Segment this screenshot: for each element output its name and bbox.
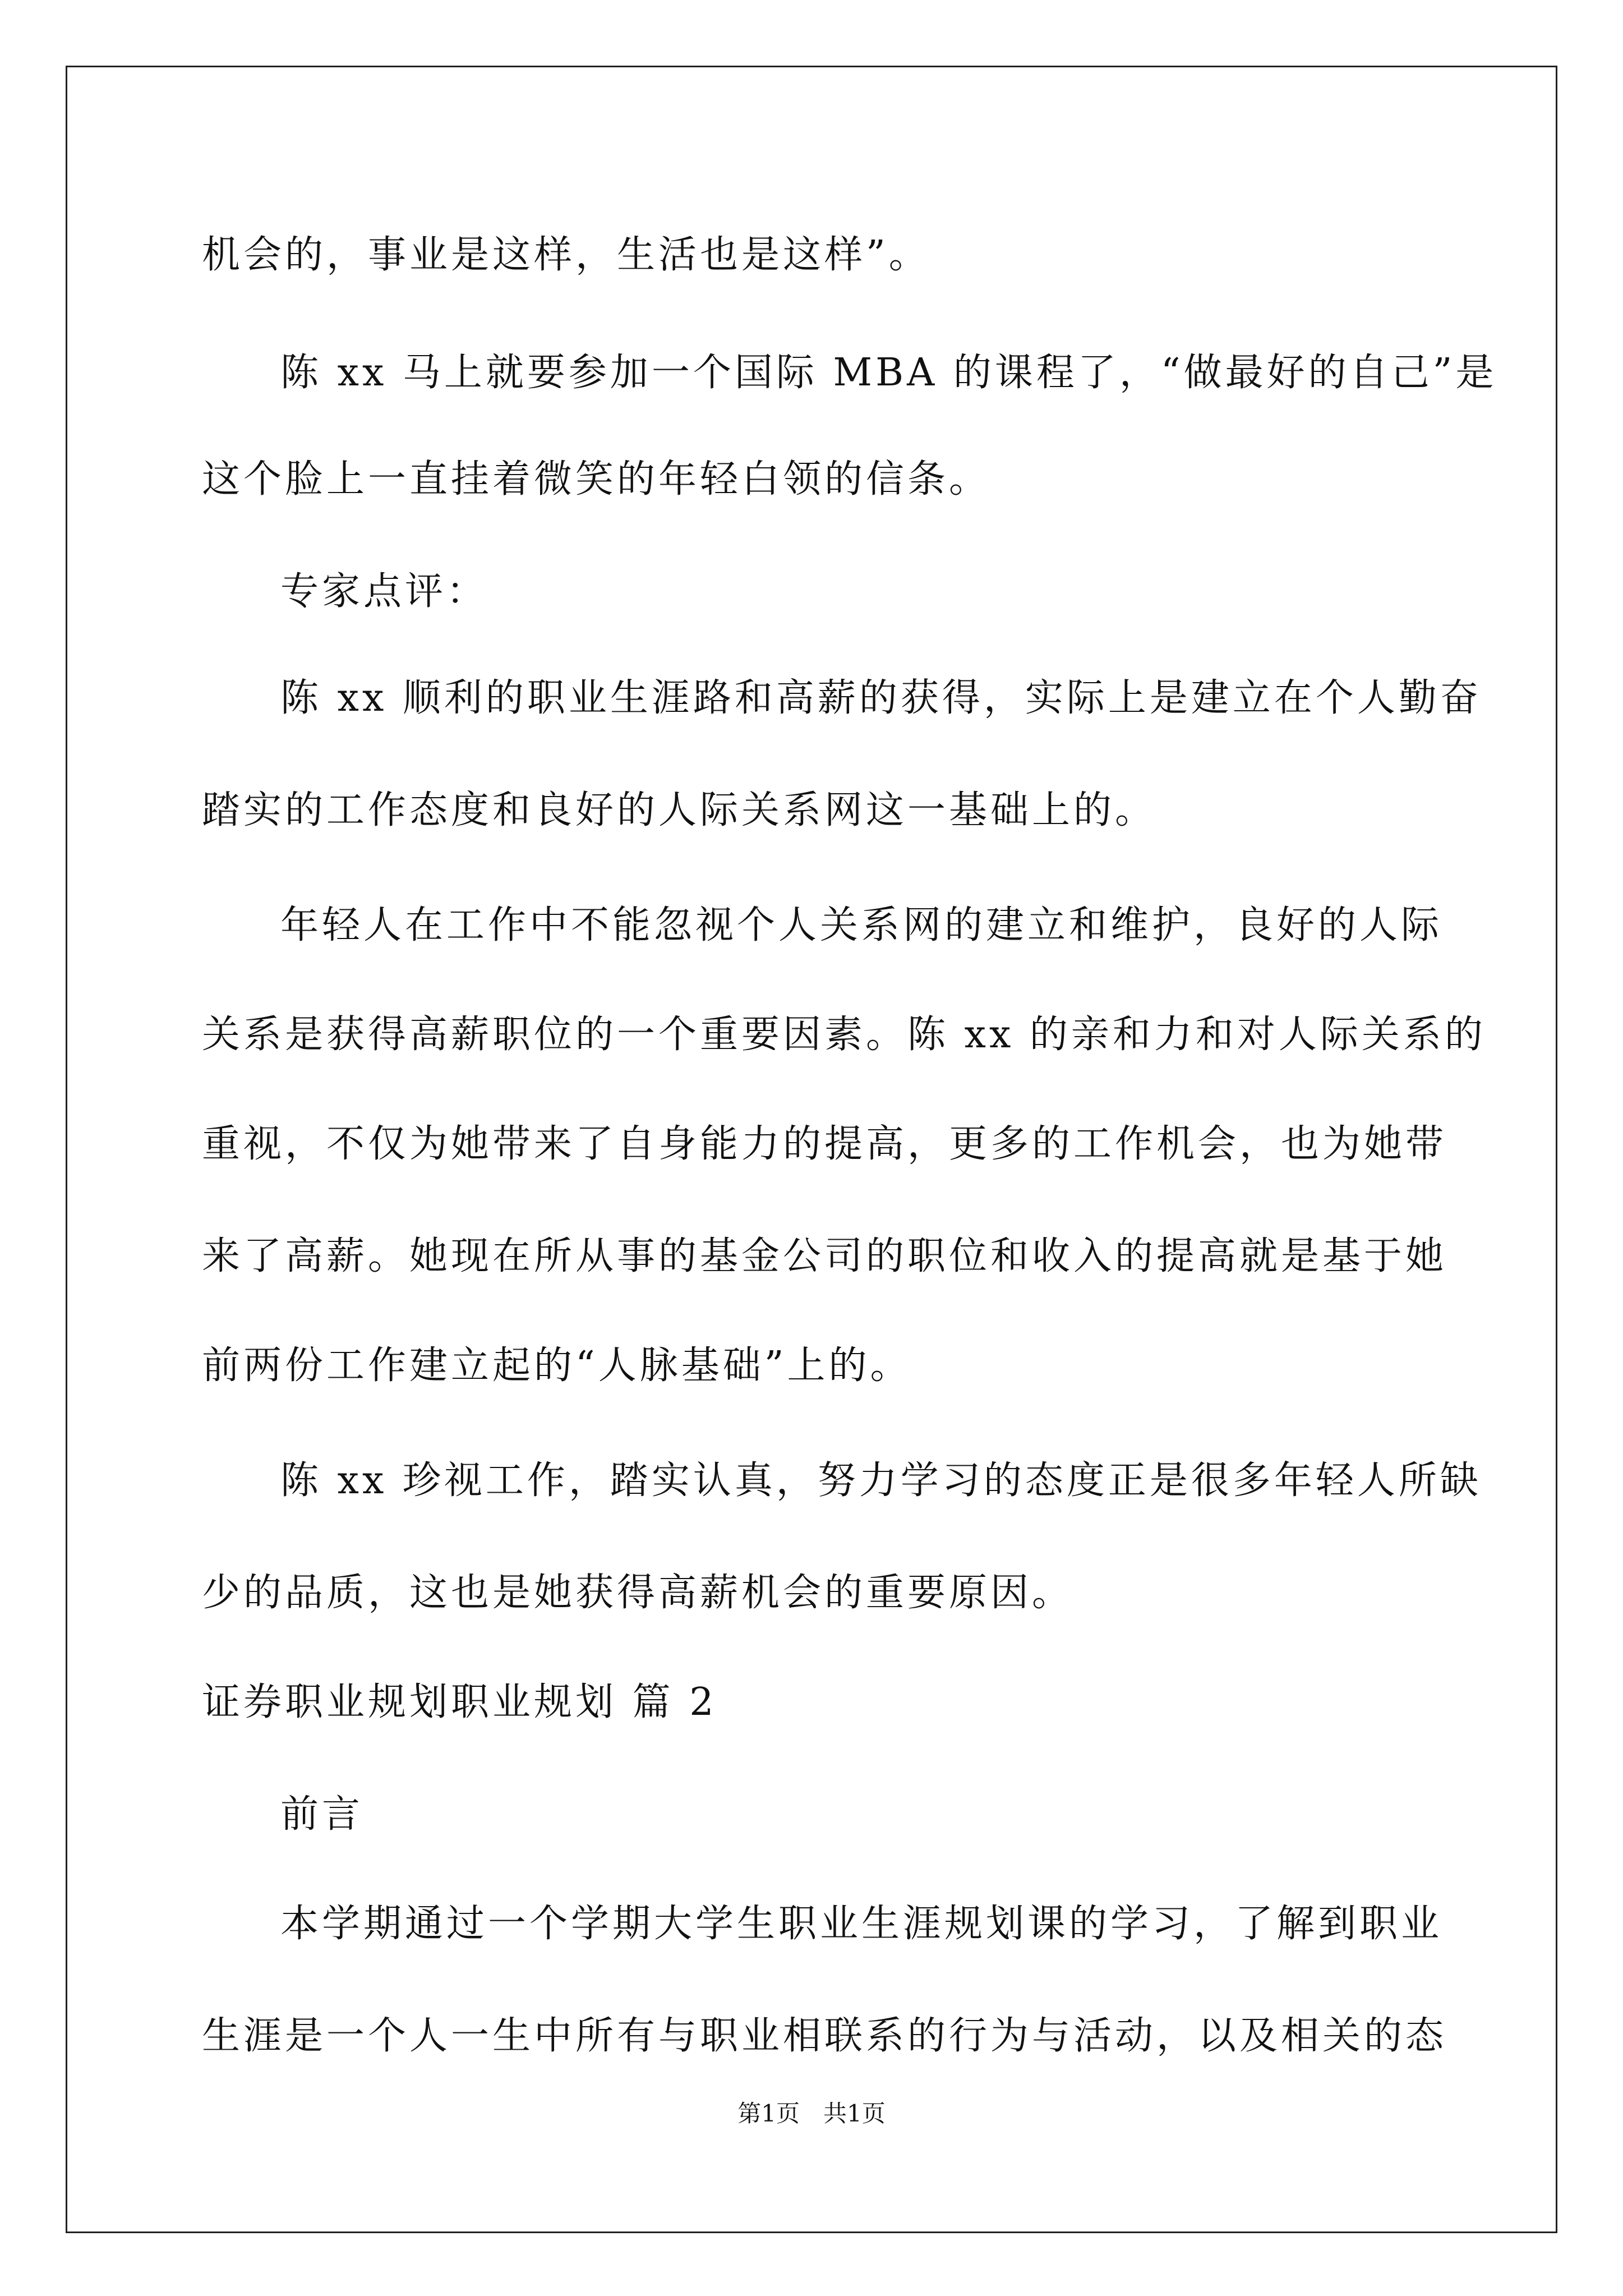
section-heading: 专家点评： bbox=[280, 569, 488, 614]
section-heading: 前言 bbox=[280, 1792, 364, 1837]
section-title: 证券职业规划职业规划 篇 2 bbox=[202, 1680, 717, 1724]
text-line: 踏实的工作态度和良好的人际关系网这一基础上的。 bbox=[202, 788, 1157, 832]
text-line: 机会的，事业是这样，生活也是这样”。 bbox=[202, 233, 930, 277]
page-number: 第1页 共1页 bbox=[737, 2100, 886, 2127]
text-line: 本学期通过一个学期大学生职业生涯规划课的学习，了解到职业 bbox=[280, 1902, 1443, 1946]
text-line: 陈 xx 顺利的职业生涯路和高薪的获得，实际上是建立在个人勤奋 bbox=[280, 676, 1482, 720]
text-line: 前两份工作建立起的“人脉基础”上的。 bbox=[202, 1343, 912, 1388]
text-line: 来了高薪。她现在所从事的基金公司的职位和收入的提高就是基于她 bbox=[202, 1234, 1447, 1278]
text-line: 年轻人在工作中不能忽视个人关系网的建立和维护，良好的人际 bbox=[280, 903, 1443, 947]
text-line: 这个脸上一直挂着微笑的年轻白领的信条。 bbox=[202, 457, 991, 501]
text-line: 重视，不仅为她带来了自身能力的提高，更多的工作机会，也为她带 bbox=[202, 1122, 1447, 1166]
text-line: 陈 xx 马上就要参加一个国际 MBA 的课程了，“做最好的自己”是 bbox=[280, 351, 1497, 395]
text-line: 少的品质，这也是她获得高薪机会的重要原因。 bbox=[202, 1571, 1074, 1615]
text-line: 生涯是一个人一生中所有与职业相联系的行为与活动，以及相关的态 bbox=[202, 2014, 1447, 2058]
text-line: 关系是获得高薪职位的一个重要因素。陈 xx 的亲和力和对人际关系的 bbox=[202, 1013, 1486, 1057]
text-line: 陈 xx 珍视工作，踏实认真，努力学习的态度正是很多年轻人所缺 bbox=[280, 1458, 1482, 1503]
